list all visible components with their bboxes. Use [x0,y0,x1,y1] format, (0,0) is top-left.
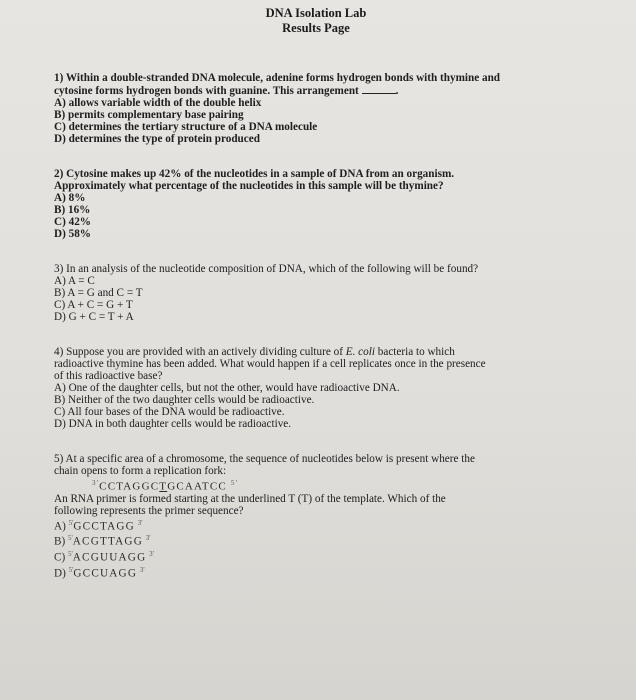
question-5-stem: 5) At a specific area of a chromosome, the sequence of nucleotides below is present where the [54,453,475,465]
template-sequence: $^{3'}$CCTAGGCTGCAATCC $^{5'}$ [92,479,239,493]
question-4-option-d: D) DNA in both daughter cells would be radioactive. [54,418,292,430]
question-2-stem-cont: Approximately what percentage of the nucleotides in this sample will be thymine? [54,180,444,192]
question-3-option-b: B) A = G and C = T [54,287,143,299]
answer-blank [362,84,396,94]
question-5-option-d: D) $^{5'}$GCCUAGG $^{3'}$ [54,565,145,580]
lab-title: DNA Isolation Lab [265,6,367,20]
question-2 [54,168,596,240]
underlined-base: T [159,480,168,493]
page-title [36,0,596,36]
question-4-stem-cont: radioactive thymine has been added. What would happen if a cell replicates once in the presence [54,358,486,370]
question-4-stem: 4) Suppose you are provided with an actively dividing culture of E. coli bacteria to which [54,346,455,358]
question-4-option-c: C) All four bases of the DNA would be radioactive. [54,406,285,418]
question-4-stem-end: of this radioactive base? [54,370,163,382]
question-4-option-a: A) One of the daughter cells, but not the other, would have radioactive DNA. [54,382,400,394]
question-1-stem: 1) Within a double-stranded DNA molecule, adenine forms hydrogen bonds with thymine and [54,72,501,84]
question-1-option-a: A) allows variable width of the double helix [54,97,262,109]
lab-subtitle: Results Page [282,21,350,35]
question-4-option-b: B) Neither of the two daughter cells would be radioactive. [54,394,315,406]
species-name: E. coli [345,346,375,358]
question-5-stem-cont: chain opens to form a replication fork: [54,465,227,477]
question-1-option-b: B) permits complementary base pairing [54,109,244,121]
question-1-option-c: C) determines the tertiary structure of a DNA molecule [54,121,318,133]
question-2-option-d: D) 58% [54,228,91,240]
question-1-option-d: D) determines the type of protein produced [54,133,260,145]
question-2-stem: 2) Cytosine makes up 42% of the nucleotides in a sample of DNA from an organism. [54,168,455,180]
question-5-option-a: A) $^{5'}$GCCTAGG $^{3'}$ [54,518,143,533]
question-3 [54,263,596,323]
question-1 [54,72,596,145]
question-2-option-b: B) 16% [54,204,91,216]
question-2-option-a: A) 8% [54,192,86,204]
question-2-option-c: C) 42% [54,216,91,228]
question-1-stem-cont: cytosine forms hydrogen bonds with guanine. This arrangement . [54,85,399,97]
question-5-stem-c: An RNA primer is formed starting at the underlined T (T) of the template. Which of the [54,492,446,505]
question-3-option-a: A) A = C [54,275,95,287]
question-5 [54,453,596,580]
question-4 [54,346,596,430]
question-5-stem-d: following represents the primer sequence? [54,504,244,517]
question-3-option-c: C) A + C = G + T [54,299,133,311]
question-5-option-c: C) $^{5'}$ACGUUAGG $^{3'}$ [54,550,154,564]
question-5-option-b: B) $^{5'}$ACGTTAGG $^{3'}$ [54,534,151,549]
question-3-option-d: D) G + C = T + A [54,311,134,323]
question-3-stem: 3) In an analysis of the nucleotide composition of DNA, which of the following will be found? [54,263,479,275]
